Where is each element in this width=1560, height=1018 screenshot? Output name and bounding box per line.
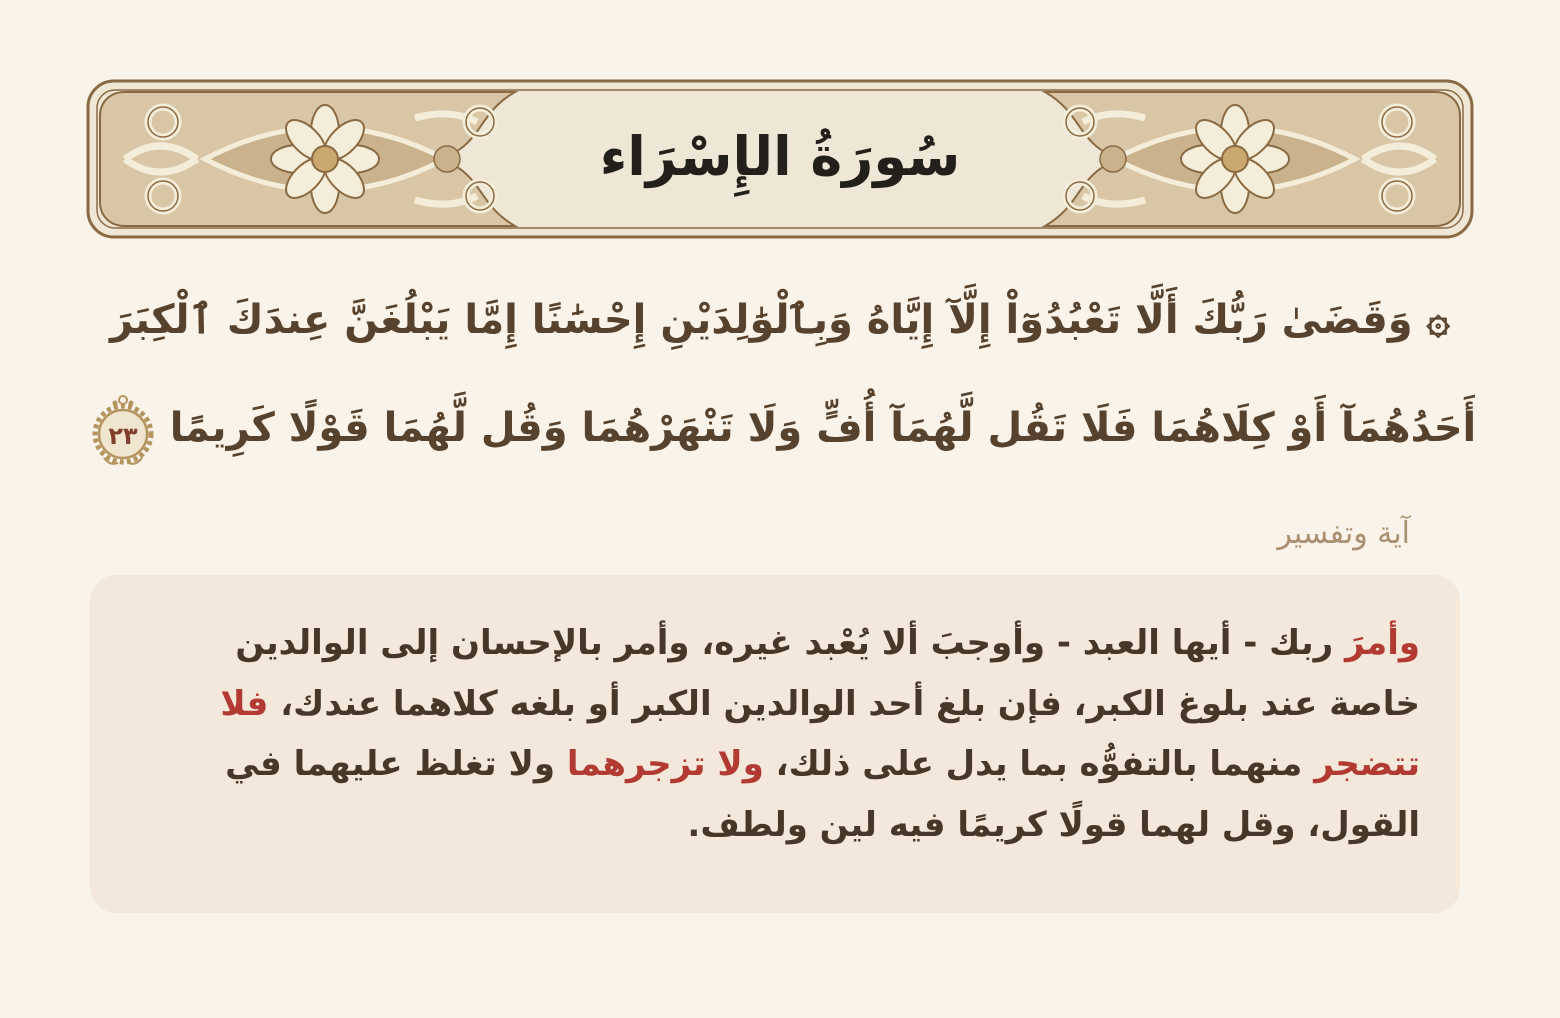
verse-block bbox=[0, 266, 1560, 482]
surah-banner bbox=[85, 78, 1475, 240]
ayah-number: ٢٣ bbox=[108, 422, 138, 450]
section-label: آية وتفسير bbox=[1277, 516, 1410, 551]
surah-title: سُورَةُ الإِسْرَاء bbox=[599, 124, 961, 188]
tafsir-text-segment: منهما بالتفوُّه بما يدل على ذلك، bbox=[763, 744, 1315, 785]
tafsir-card bbox=[90, 575, 1460, 913]
verse-line-2 bbox=[0, 374, 1560, 482]
tafsir-text-segment: ربك - أيها العبد - وأوجبَ ألا يُعْبد غيره، وأمر بالإحسان إلى الوالدين خاصة عند بلوغ الكبر، فإن بلغ أحد الوالدين الكبر أو بلغه كلاهما عندك، bbox=[235, 623, 1420, 724]
verse-line-2-text: أَحَدُهُمَآ أَوْ كِلَاهُمَا فَلَا تَقُل لَّهُمَآ أُفٍّ وَلَا تَنْهَرْهُمَا وَقُل لَّهُمَا قَوْلًا كَرِيمًا bbox=[169, 405, 1477, 451]
tafsir-highlight: وأمرَ bbox=[1345, 623, 1420, 663]
verse-line-1: ۞ وَقَضَىٰ رَبُّكَ أَلَّا تَعْبُدُوٓاْ إِلَّآ إِيَّاهُ وَبِٱلْوَٰلِدَيْنِ إِحْسَٰنًا إِمَّا يَبْلُغَنَّ عِندَكَ ٱلْكِبَرَ bbox=[110, 297, 1450, 343]
tafsir-text bbox=[140, 613, 1420, 855]
ayah-number-medallion bbox=[90, 392, 156, 468]
quran-tafsir-page bbox=[0, 78, 1560, 1018]
tafsir-highlight: ولا تزجرهما bbox=[566, 744, 764, 785]
tafsir-highlight: فلا تتضجر bbox=[220, 683, 1420, 785]
tafsir-text-segment: ولا تغلظ عليهما في القول، وقل لهما قولًا كريمًا فيه لين ولطف. bbox=[225, 744, 1420, 845]
